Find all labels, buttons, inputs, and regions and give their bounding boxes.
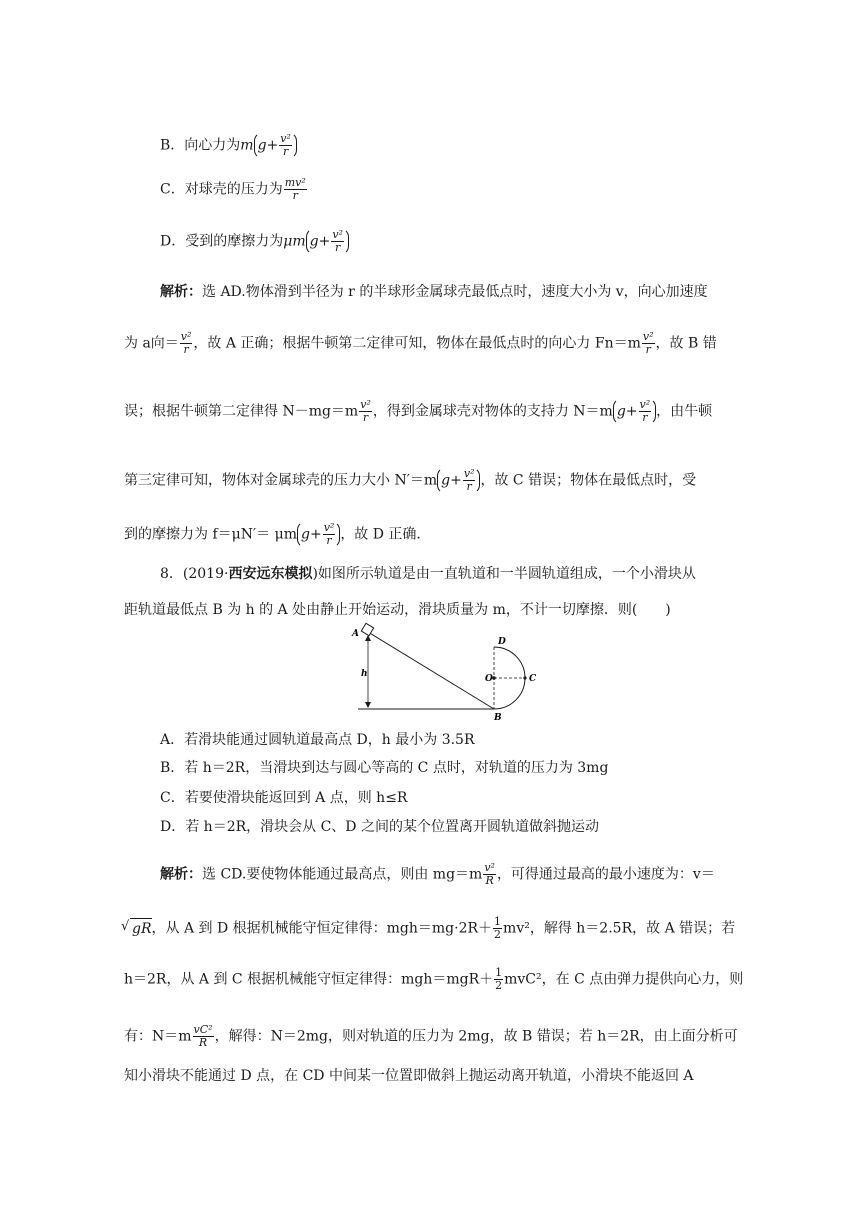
fraction: $\frac{\text{v²}}{r}$ [463, 467, 475, 493]
sqrt: √ gR [130, 918, 152, 939]
explanation-8-line-3: h＝2R，从 A 到 C 根据机械能守恒定律得：mgh＝mgR＋ $\frac{1}{2}$ mvC²，在 C 点由弹力提供向心力，则 [124, 966, 744, 992]
explanation-8-line-2: √ gR，从 A 到 D 根据机械能守恒定律得：mgh＝mg·2R＋ $\frac{1}{2}$ mv²，解得 h＝2.5R，故 A 错误；若 [124, 916, 735, 941]
question-8-line-1: 8．(2019·西安远东模拟)如图所示轨道是由一直轨道和一半圆轨道组成，一个小滑块从 [160, 566, 696, 582]
label-d: D [498, 637, 506, 647]
label-o: O [485, 674, 493, 684]
track-figure [348, 618, 548, 724]
explanation-7-line-3: 误；根据牛顿第二定律得 N－mg＝m $\frac{\text{v²}}{r}$ ，得到金属球壳对物体的支持力 N＝m g+ $\frac{\text{v²}}{r}$ ，由牛顿 [124, 398, 713, 424]
fraction: $\frac{\text{vC²}}{R}$ [193, 1023, 213, 1049]
explanation-7-line-2: 为 a向＝ $\frac{\text{v²}}{r}$ ，故 A 正确；根据牛顿第二定律可知，物体在最低点时的向心力 Fn＝m $\frac{\text{v²}}{r}$ ，故 B 错 [124, 330, 717, 356]
option-b: B．向心力为m g+ $\frac{\text{v²}}{r}$ [160, 132, 297, 159]
fraction: $\frac{\text{v²}}{r}$ [639, 398, 651, 424]
fraction: $\frac{1}{2}$ [495, 966, 503, 992]
fraction: $\frac{\text{v²}}{r}$ [332, 228, 343, 254]
fraction: $\frac{\text{v²}}{r}$ [360, 398, 371, 424]
fraction: $\frac{1}{2}$ [494, 915, 502, 941]
explanation-8-line-1: 解析：选 CD.要使物体能通过最高点，则由 mg＝m $\frac{\text{v²}}{R}$ ，可得通过最高的最小速度为：v＝ [160, 861, 715, 887]
bracket: g+ $\frac{\text{v²}}{r}$ [306, 228, 349, 255]
option-c: C．对球壳的压力为 $\frac{\text{mv²}}{r}$ [160, 176, 306, 202]
point-c [523, 676, 526, 679]
fraction: $\frac{\text{v²}}{r}$ [280, 132, 291, 158]
q8-option-a: A．若滑块能通过圆轨道最高点 D，h 最小为 3.5R [160, 732, 475, 748]
arrow-head-down [365, 702, 371, 708]
q8-option-d: D．若 h＝2R，滑块会从 C、D 之间的某个位置离开圆轨道做斜抛运动 [160, 819, 599, 835]
q8-option-b: B．若 h＝2R，当滑块到达与圆心等高的 C 点时，对轨道的压力为 3mg [160, 760, 609, 776]
explanation-7-line-4: 第三定律可知，物体对金属球壳的压力大小 N′＝m g+ $\frac{\text{v²}}{r}$ ，故 C 错误；物体在最低点时，受 [124, 467, 697, 493]
fraction: $\frac{\text{mv²}}{r}$ [284, 176, 306, 202]
bracket: g+ $\frac{\text{v²}}{r}$ [254, 132, 297, 159]
option-d: D．受到的摩擦力为μm g+ $\frac{\text{v²}}{r}$ [160, 228, 349, 255]
bracket: g+ $\frac{\text{v²}}{r}$ [437, 467, 480, 494]
explanation-7-line-1: 解析：选 AD.物体滑到半径为 r 的半球形金属球壳最低点时，速度大小为 v，向心加速度 [160, 284, 708, 300]
bracket: g+ $\frac{\text{v²}}{r}$ [297, 521, 340, 548]
label-h: h [361, 669, 368, 679]
bracket: g+ $\frac{\text{v²}}{r}$ [613, 398, 656, 425]
fraction: $\frac{\text{v²}}{R}$ [484, 861, 495, 887]
label-c: C [529, 674, 537, 684]
explanation-8-line-5: 知小滑块不能通过 D 点，在 CD 中间某一位置即做斜上抛运动离开轨道，小滑块不能返回 A [124, 1068, 694, 1084]
incline-track [368, 632, 494, 709]
explanation-8-line-4: 有：N＝m $\frac{\text{vC²}}{R}$ ，解得：N＝2mg，则对轨道的压力为 2mg，故 B 错误；若 h＝2R，由上面分析可 [124, 1023, 738, 1049]
fraction: $\frac{\text{v²}}{r}$ [642, 330, 654, 356]
q8-option-c: C．若要使滑块能返回到 A 点，则 h≤R [160, 790, 408, 806]
explanation-7-line-5: 到的摩擦力为 f＝μN′＝ μm g+ $\frac{\text{v²}}{r}$ ，故 D 正确. [124, 521, 421, 547]
question-source: 西安远东模拟 [228, 566, 313, 582]
arrow-head-up [365, 635, 371, 641]
label-a: A [352, 629, 359, 639]
fraction: $\frac{\text{v²}}{r}$ [180, 330, 192, 356]
label-b: B [494, 713, 502, 723]
question-8-line-2: 距轨道最低点 B 为 h 的 A 处由静止开始运动，滑块质量为 m，不计一切摩擦．则( ) [124, 602, 671, 618]
fraction: $\frac{\text{v²}}{r}$ [323, 521, 335, 547]
